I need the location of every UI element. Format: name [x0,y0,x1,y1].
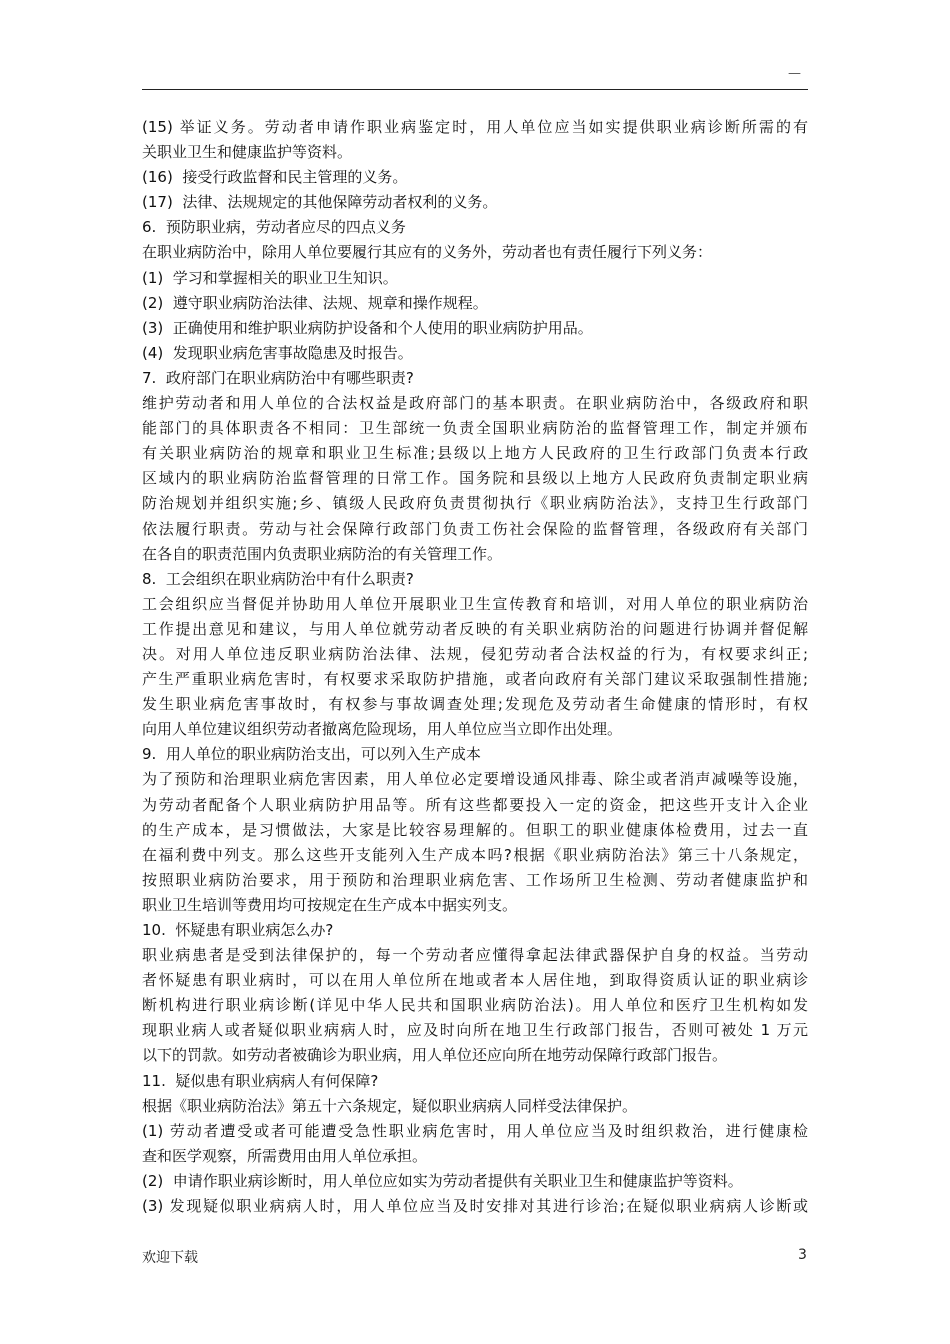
text-line: (1) 劳动者遭受或者可能遭受急性职业病危害时，用人单位应当及时组织救治，进行健康检 [142,1121,808,1140]
text-line: 职业病患者是受到法律保护的，每一个劳动者应懂得拿起法律武器保护自身的权益。当劳动 [142,946,808,965]
text-line: 维护劳动者和用人单位的合法权益是政府部门的基本职责。在职业病防治中，各级政府和职 [142,394,808,413]
text-line: 职业卫生培训等费用均可按规定在生产成本中据实列支。 [142,895,518,914]
header-rule [142,89,808,90]
text-line: 决。对用人单位违反职业病防治法律、法规，侵犯劳动者合法权益的行为，有权要求纠正; [142,644,808,663]
text-line: 根据《职业病防治法》第五十六条规定，疑似职业病病人同样受法律保护。 [142,1096,638,1115]
text-line: (17) 法律、法规规定的其他保障劳动者权利的义务。 [142,193,498,212]
text-line: 关职业卫生和健康监护等资料。 [142,143,353,162]
text-line: 10. 怀疑患有职业病怎么办? [142,921,334,939]
text-line: (1) 学习和掌握相关的职业卫生知识。 [142,268,398,287]
text-line: 能部门的具体职责各不相同：卫生部统一负责全国职业病防治的监督管理工作，制定并颁布 [142,419,808,438]
text-line: (2) 申请作职业病诊断时，用人单位应如实为劳动者提供有关职业卫生和健康监护等资料。 [142,1171,743,1190]
footer-text: 欢迎下载 [142,1250,198,1266]
text-line: 7. 政府部门在职业病防治中有哪些职责? [142,368,414,387]
document-body [142,115,808,1219]
text-line: 在各自的职责范围内负责职业病防治的有关管理工作。 [142,544,503,563]
text-line: 发生职业病危害事故时，有权参与事故调查处理;发现危及劳动者生命健康的情形时，有权 [142,695,808,714]
text-line: 工会组织应当督促并协助用人单位开展职业卫生宣传教育和培训，对用人单位的职业病防治 [142,594,808,613]
text-line: (2) 遵守职业病防治法律、法规、规章和操作规程。 [142,293,488,312]
text-line: (15) 举证义务。劳动者申请作职业病鉴定时，用人单位应当如实提供职业病诊断所需的有 [142,118,808,136]
text-line: 产生严重职业病危害时，有权要求采取防护措施，或者向政府有关部门建议采取强制性措施; [142,670,808,689]
page-number: 3 [798,1247,807,1263]
text-line: 向用人单位建议组织劳动者撤离危险现场，用人单位应当立即作出处理。 [142,720,623,739]
text-line: 现职业病人或者疑似职业病病人时，应及时向所在地卫生行政部门报告，否则可被处 1 万元 [142,1021,808,1040]
text-line: 工作提出意见和建议，与用人单位就劳动者反映的有关职业病防治的问题进行协调并督促解 [142,619,808,638]
text-line: (3) 正确使用和维护职业病防护设备和个人使用的职业病防护用品。 [142,318,593,337]
text-line: 依法履行职责。劳动与社会保障行政部门负责工伤社会保险的监督管理，各级政府有关部门 [142,519,808,538]
text-line: 按照职业病防治要求，用于预防和治理职业病危害、工作场所卫生检测、劳动者健康监护和 [142,870,808,889]
text-line: 防治规划并组织实施;乡、镇级人民政府负责贯彻执行《职业病防治法》，支持卫生行政部门 [142,494,808,513]
text-line: 为劳动者配备个人职业病防护用品等。所有这些都要投入一定的资金，把这些开支计入企业 [142,795,808,814]
text-line: 断机构进行职业病诊断(详见中华人民共和国职业病防治法)。用人单位和医疗卫生机构如发 [142,996,808,1015]
header-mark: — [788,66,802,81]
text-line: 在职业病防治中，除用人单位要履行其应有的义务外，劳动者也有责任履行下列义务： [142,243,713,262]
text-line: 6. 预防职业病，劳动者应尽的四点义务 [142,218,406,237]
text-line: 为了预防和治理职业病危害因素，用人单位必定要增设通风排毒、除尘或者消声减噪等设施， [142,770,808,789]
text-line: 11. 疑似患有职业病病人有何保障? [142,1071,379,1090]
text-line: 区域内的职业病防治监督管理的日常工作。国务院和县级以上地方人民政府负责制定职业病 [142,469,808,488]
text-line: (3) 发现疑似职业病病人时，用人单位应当及时安排对其进行诊治;在疑似职业病病人诊断或 [142,1197,808,1216]
text-line: 的生产成本，是习惯做法，大家是比较容易理解的。但职工的职业健康体检费用，过去一直 [142,820,808,839]
text-line: 以下的罚款。如劳动者被确诊为职业病，用人单位还应向所在地劳动保障行政部门报告。 [142,1046,728,1065]
text-line: 在福利费中列支。那么这些开支能列入生产成本吗?根据《职业病防治法》第三十八条规定， [142,845,808,864]
text-line: 者怀疑患有职业病时，可以在用人单位所在地或者本人居住地，到取得资质认证的职业病诊 [142,971,808,990]
text-line: (16) 接受行政监督和民主管理的义务。 [142,168,408,187]
text-line: (4) 发现职业病危害事故隐患及时报告。 [142,343,413,362]
text-line: 有关职业病防治的规章和职业卫生标准;县级以上地方人民政府的卫生行政部门负责本行政 [142,444,808,463]
text-line: 8. 工会组织在职业病防治中有什么职责? [142,569,414,588]
text-line: 9. 用人单位的职业病防治支出，可以列入生产成本 [142,745,481,764]
text-line: 查和医学观察，所需费用由用人单位承担。 [142,1146,428,1165]
